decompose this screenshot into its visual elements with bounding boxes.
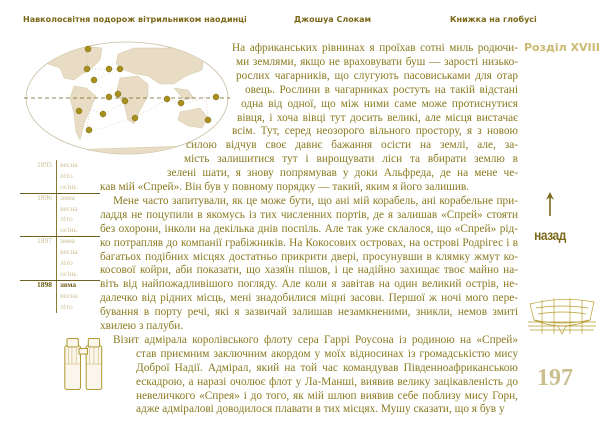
text-line: далечко від рідних місць, мені знадобилися міцні засови. Першої ж ночі мого пере- (100, 292, 518, 305)
book-title: Навколосвітня подорож вітрильником наодинці (23, 15, 247, 24)
timeline-row (28, 258, 88, 269)
author-name: Джошуа Слокам (294, 15, 372, 24)
ship-hull-drawing (528, 296, 596, 336)
text-line: Доброї Надії. Адмірал, який на той час командував Південноафриканською (136, 361, 518, 374)
timeline-row (28, 236, 88, 247)
timeline-row (28, 302, 88, 313)
timeline-season: зима (60, 192, 75, 202)
text-line: вівця, і хоча вівці тут досить великі, але місця вистачає (237, 111, 518, 124)
timeline-row (28, 204, 88, 215)
voyage-timeline (28, 160, 88, 312)
text-line: мість залишитися тут і вирощувати ліси та вбирати землю в (184, 153, 518, 166)
timeline-season: весна (60, 290, 78, 300)
text-line: ладдя не поцупили в якомусь із тих численних портів, де я залишав «Спрей» стояти (100, 208, 518, 221)
timeline-row (28, 225, 88, 236)
back-button[interactable] (520, 192, 580, 243)
timeline-row (28, 280, 88, 291)
text-line: зелені шати, я знову попрямував у доки Альфреда, де на мене че- (167, 167, 518, 180)
timeline-row (28, 291, 88, 302)
timeline-season: літо (60, 301, 73, 311)
timeline-year: 1898 (37, 279, 52, 289)
text-line: Мене часто запитували, як це може бути, що ані мій корабель, ані корабельне при- (113, 194, 518, 207)
binoculars-illustration (62, 334, 106, 394)
text-line: ко потрапляв до компанії грабіжників. На Кокосових островах, на острові Родрігес і в (100, 236, 518, 249)
chapter-title: Розділ XVIII (524, 41, 600, 54)
timeline-row (28, 193, 88, 204)
text-line: рослих чагарників, що слугують пасовиськами для отар (236, 69, 518, 82)
text-line: багатьох подібних місцях достатньо прикрити двері, просунувши в клямку жмут ко- (100, 250, 518, 263)
timeline-year: 1897 (37, 236, 52, 246)
text-line: одна від одної, що між ними саме може протиснутися (241, 97, 518, 110)
text-line: На африканських рівнинах я проїхав сотні миль родючи- (232, 42, 518, 54)
timeline-season: зима (60, 279, 77, 289)
timeline-season: осінь (60, 225, 77, 235)
text-line: без охорони, інколи на декілька днів поспіль. Але так уже склалося, що «Спрей» рід- (100, 222, 518, 235)
text-line: бування в порту речі, які я зазвичай залишав незамкненими, зникли, немов змиті (100, 306, 518, 319)
page-number: 197 (537, 365, 573, 391)
arrow-up-icon (545, 192, 555, 216)
timeline-row (28, 247, 88, 258)
text-line: адже адміралові доводилося плавати в тих місцях. Мушу сказати, що я був у (136, 403, 505, 416)
text-line: кав мій «Спрей». Він був у повному порядку — такий, яким я його залишив. (100, 181, 470, 193)
timeline-row (28, 182, 88, 193)
text-line: Візит адмірала королівського флоту сера Гаррі Роусона із родиною на «Спрей» (113, 333, 518, 346)
text-line: хвилею з палуби. (100, 320, 184, 332)
timeline-season: літо (60, 258, 73, 268)
series-title: Книжка на глобусі (450, 15, 537, 24)
text-line: став приємним заключним акордом у моїх відносинах із громадськістю мису (136, 347, 518, 360)
text-line: віть від найпожадливішого погляду. Але коли я завітав на один великий острів, не- (100, 278, 518, 291)
text-line: ми землями, якщо не враховувати буш — зарості низько- (236, 55, 518, 68)
timeline-row (28, 269, 88, 280)
timeline-season: осінь (60, 268, 77, 278)
timeline-year: 1896 (37, 192, 52, 202)
timeline-row (28, 214, 88, 225)
back-label: назад (534, 227, 566, 243)
timeline-row (28, 171, 88, 182)
timeline-season: літо (60, 214, 73, 224)
timeline-year: 1895 (37, 160, 52, 169)
timeline-season: осінь (60, 181, 77, 191)
text-line: косової койри, аби показати, що хазяїн пішов, і це надійно захищає твоє майно на- (100, 264, 518, 277)
timeline-season: літо (60, 170, 73, 180)
timeline-row (28, 160, 88, 171)
timeline-season: весна (60, 247, 78, 257)
text-line: овець. Рослини в чагарниках ростуть на такій відстані (245, 83, 518, 96)
text-line: силою відчув своє давнє бажання осісти на землі, але, за- (186, 139, 518, 152)
timeline-season: весна (60, 160, 78, 169)
text-line: ескадрою, а наразі очолює флот у Ла-Манші, виявив велику зацікавленість до (136, 375, 518, 388)
text-line: невеличкого «Спрея» і до того, як мій шлюп виявив себе поблизу мису Горн, (136, 389, 518, 402)
text-line: всім. Тут, серед неозорого вільного простору, я з новою (232, 125, 518, 138)
timeline-season: зима (60, 236, 75, 246)
timeline-season: весна (60, 203, 78, 213)
